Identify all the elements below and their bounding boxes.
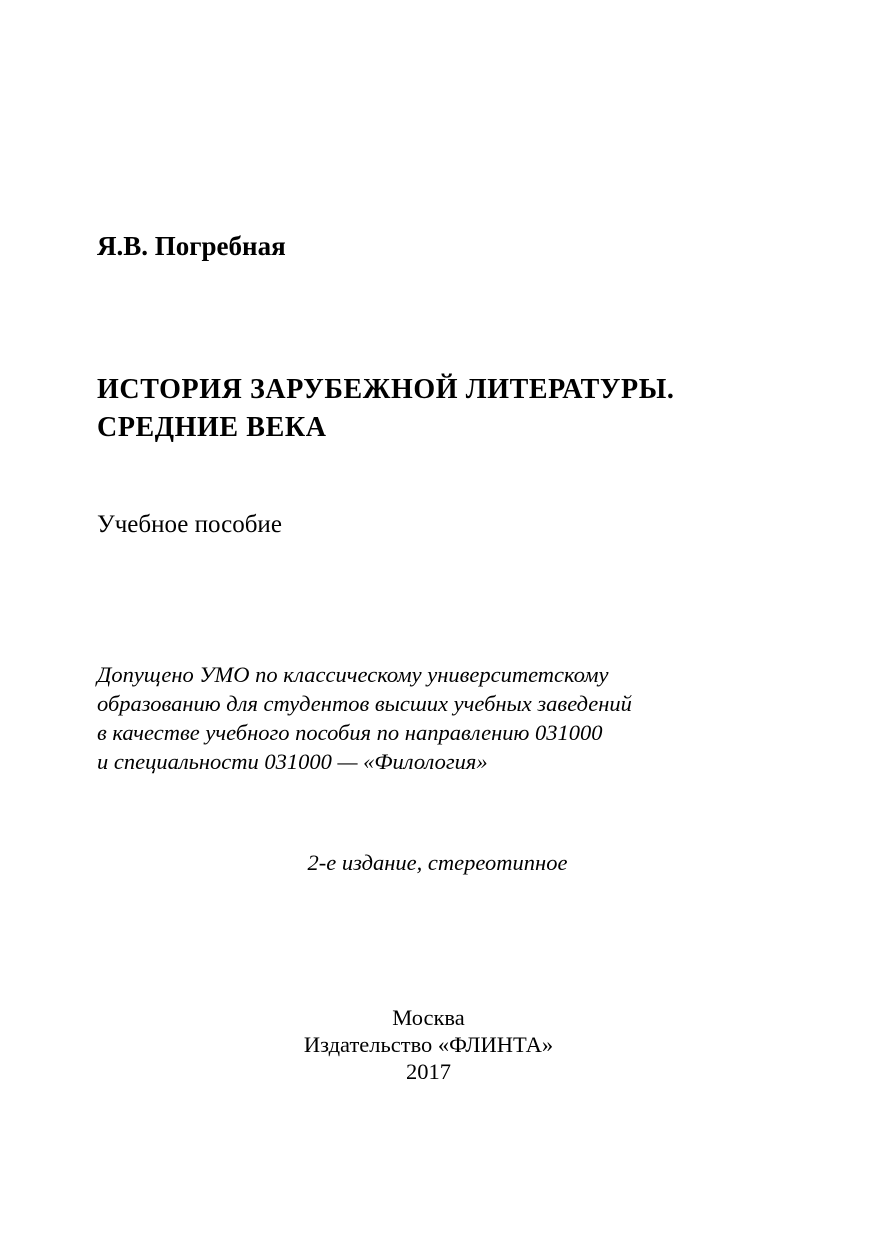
book-title — [97, 371, 674, 447]
approval-line: в качестве учебного пособия по направлению 031000 — [97, 720, 603, 745]
author-name: Я.В. Погребная — [97, 231, 286, 261]
book-subtitle: Учебное пособие — [97, 511, 282, 538]
imprint-year: 2017 — [406, 1059, 451, 1084]
approval-line: образованию для студентов высших учебных заведений — [97, 691, 632, 716]
imprint — [0, 1004, 857, 1085]
book-title-line-1: ИСТОРИЯ ЗАРУБЕЖНОЙ ЛИТЕРАТУРЫ. — [97, 374, 675, 405]
imprint-city: Москва — [392, 1005, 465, 1030]
approval-statement — [97, 660, 632, 776]
imprint-publisher: Издательство «ФЛИНТА» — [303, 1032, 554, 1057]
approval-line: Допущено УМО по классическому университетскому — [97, 662, 609, 687]
approval-line: и специальности 031000 — «Филология» — [97, 749, 488, 774]
edition-note: 2-е издание, стереотипное — [307, 850, 568, 875]
book-title-line-2: СРЕДНИЕ ВЕКА — [97, 412, 327, 443]
